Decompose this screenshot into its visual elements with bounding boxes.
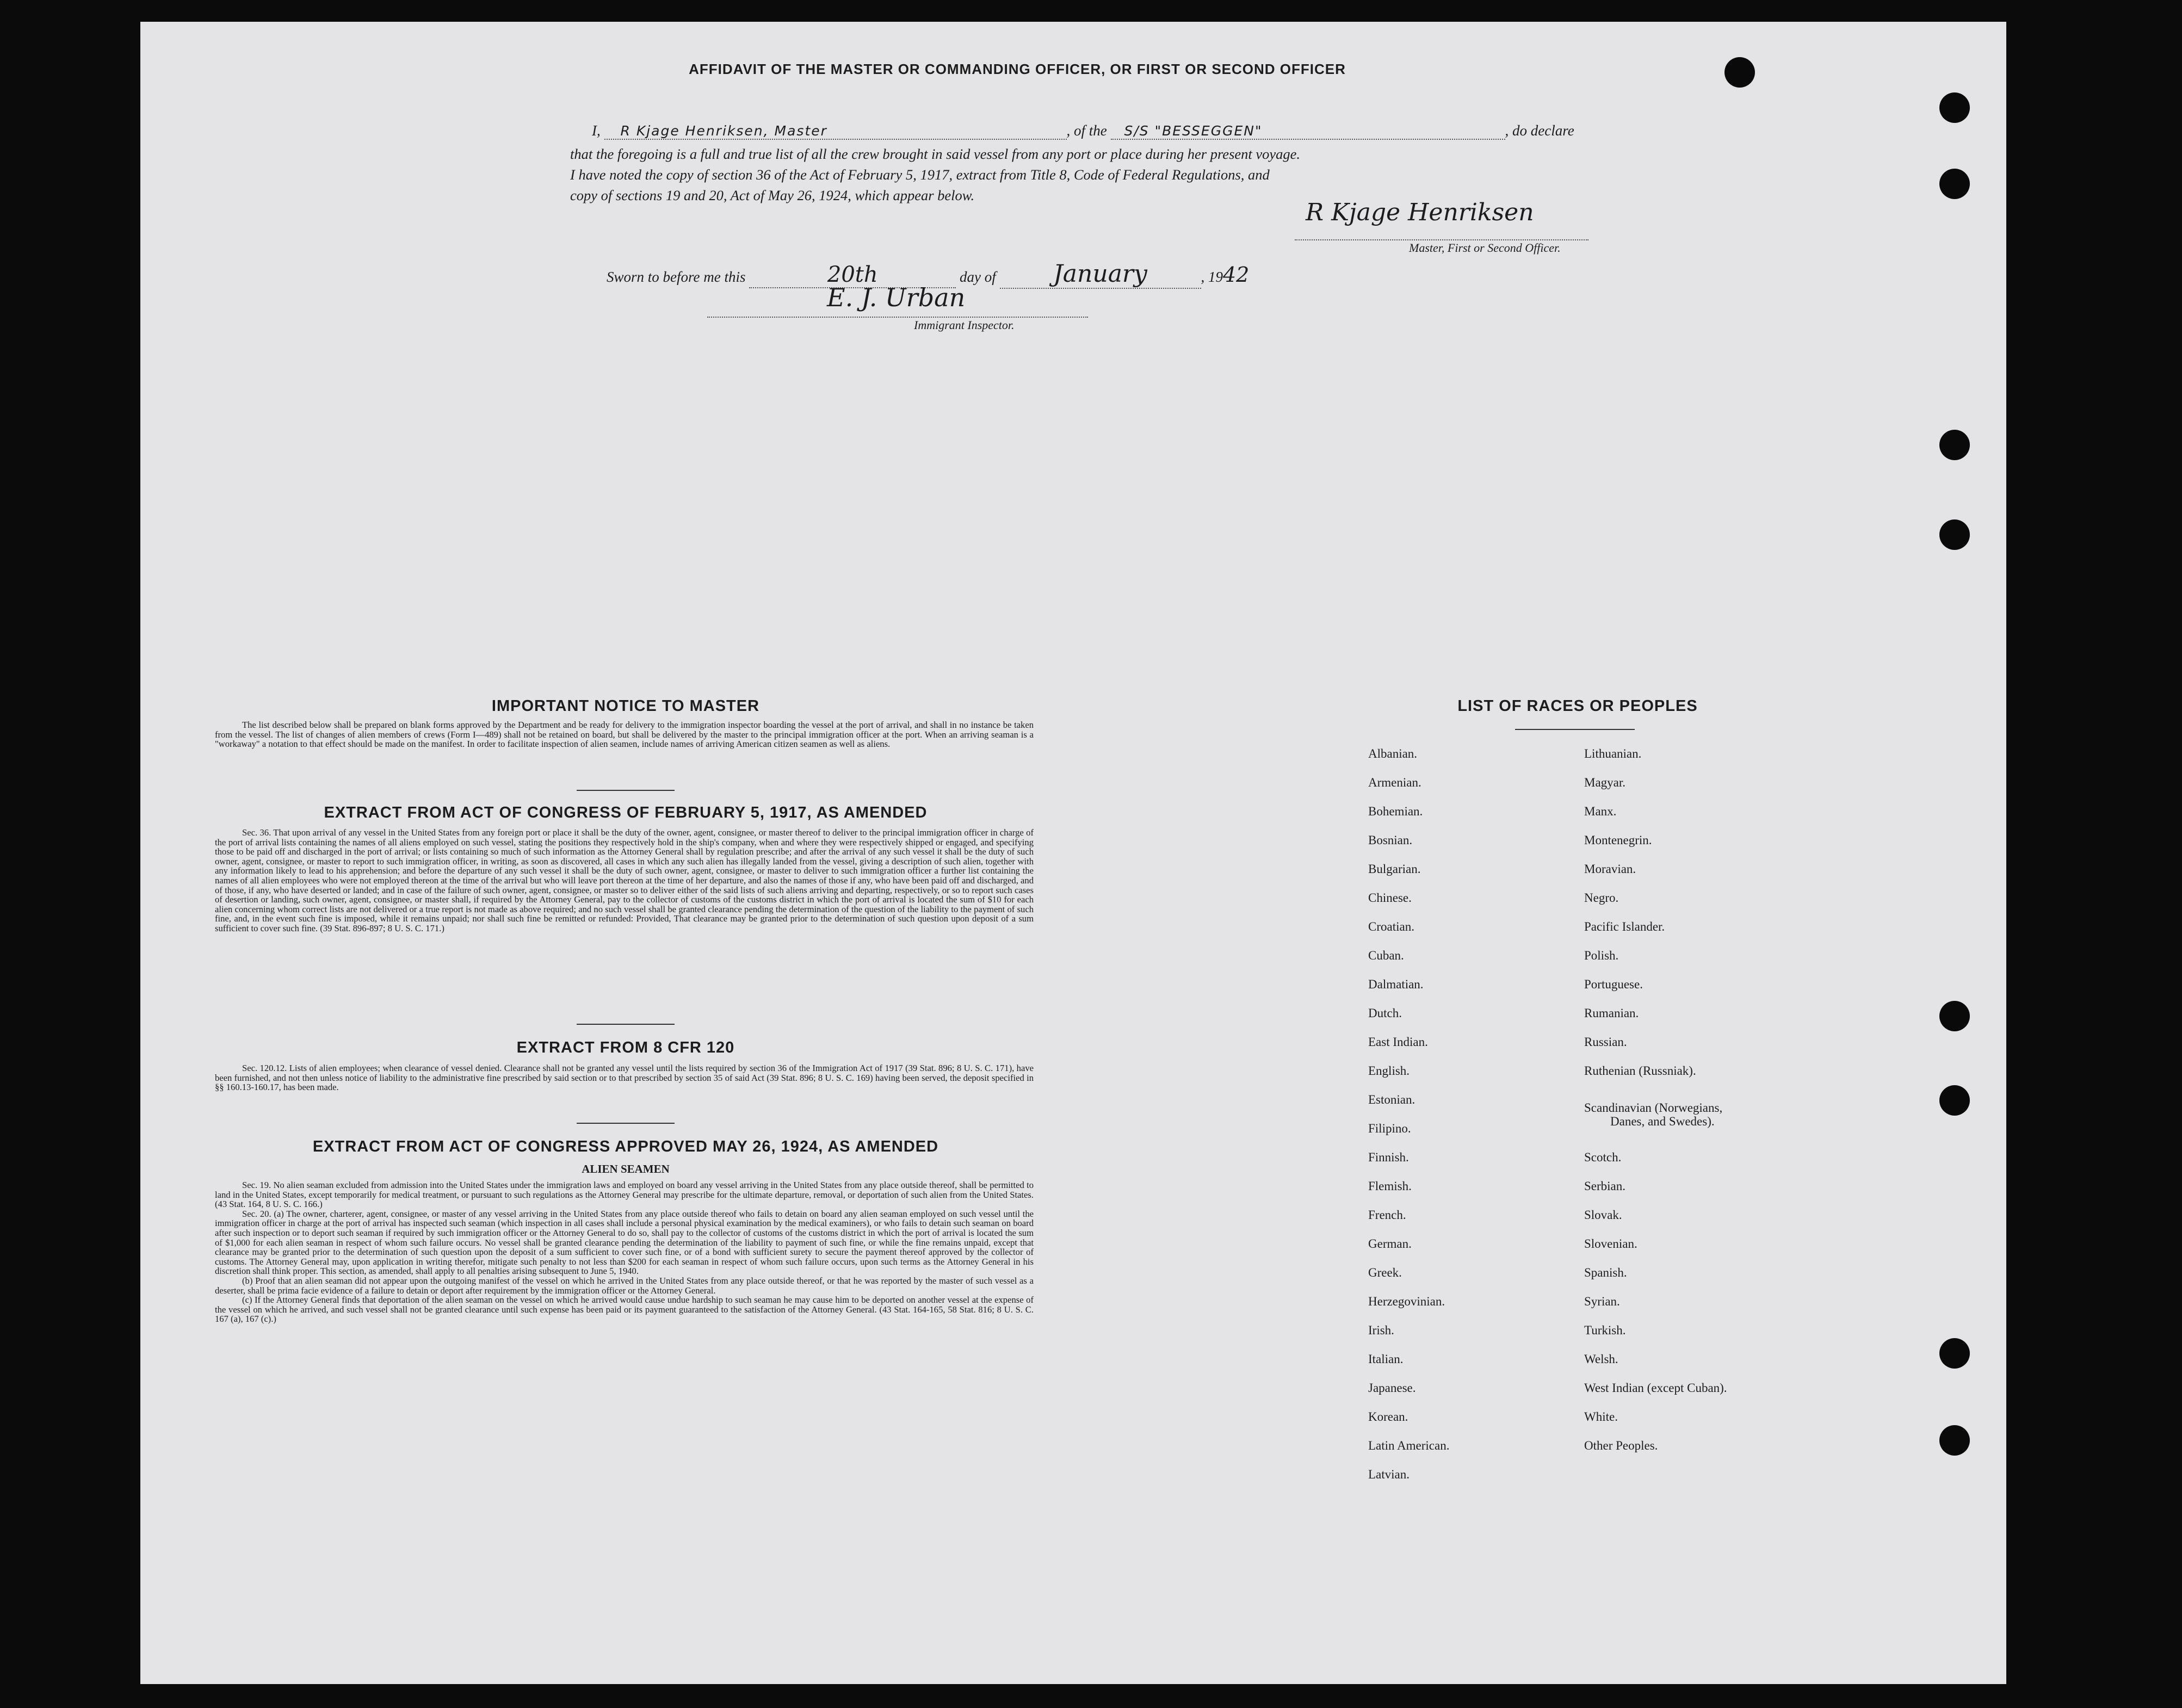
inspector-signature-line (707, 317, 1088, 318)
race-item: Flemish. (1368, 1179, 1412, 1193)
section-20a-paragraph: Sec. 20. (a) The owner, charterer, agent, consignee, or master of any vessel arriving in the United States from any place outside thereof who fails to detain on board any alien seaman employed on such vessel until the immigration officer in charge at the port of arrival has inspected such seaman (which inspection in all cases shall include a personal physical examination by the medical examiners), or who fails to detain such seaman on board after such inspection or to deport such seaman if required by such immigration officer or the Attorney General to do so, shall pay to the collector of customs of the customs district in which the port of arrival is located the sum of $1,000 for each alien seaman in respect of whom such failure occurs. No vessel shall be granted clearance pending the determination of the liability to payment of such fine, or while the fine remains unpaid, except that clearance may be granted prior to the determination of such question upon the deposit of a sum sufficient to cover such fine, or of a bond with sufficient surety to secure the payment thereof approved by the collector of customs. The Attorney General may, upon application in writing therefor, mitigate such penalty to not less than $200 for each seaman in respect of whom such failure occurs, upon such terms as the Attorney General in his discretion shall think proper. This section, as amended, shall apply to all penalties arising subsequent to June 5, 1940. (215, 1208, 1034, 1277)
race-item: Other Peoples. (1584, 1439, 1658, 1452)
race-item: Rumanian. (1584, 1006, 1639, 1020)
extract-cfr-title: EXTRACT FROM 8 CFR 120 (516, 1039, 735, 1056)
race-item: Slovenian. (1584, 1237, 1637, 1251)
race-item: Japanese. (1368, 1381, 1416, 1395)
section-20b-paragraph: (b) Proof that an alien seaman did not appear upon the outgoing manifest of the vessel on which he arrived in the United States from any place outside thereof, or that he was reported by the master of such vessel as a deserter, shall be prima facie evidence of a failure to detain or deport after requirement by the immigration officer or the Attorney General. (215, 1275, 1034, 1296)
punch-hole (1939, 430, 1970, 460)
notice-body (215, 720, 1034, 749)
vessel-name: S/S "BESSEGGEN" (1111, 123, 1505, 140)
race-item: French. (1368, 1208, 1406, 1222)
race-item: Portuguese. (1584, 977, 1643, 991)
punch-hole (1939, 519, 1970, 550)
declare-text: , do declare (1505, 122, 1574, 139)
race-item: Slovak. (1584, 1208, 1622, 1222)
sworn-day: 20th (749, 262, 956, 288)
race-item: Manx. (1584, 805, 1617, 818)
race-item: Bosnian. (1368, 833, 1413, 847)
affidavit-line1 (592, 122, 1574, 140)
section-120-paragraph: Sec. 120.12. Lists of alien employees; when clearance of vessel denied. Clearance shall not be granted any vessel until the lists required by section 36 of the Immigration Act of 1917 (39 Stat. 896; 8 U. S. C. 171), have been furnished, and not then unless notice of liability to the administrative fine prescribed by said section or to that prescribed by section 35 of said Act (39 Stat. 896; 8 U. S. C. 169) having been served, the deposit specified in §§ 160.13-160.17, has been made. (215, 1063, 1034, 1093)
punch-hole (1939, 1001, 1970, 1031)
punch-hole (1939, 1085, 1970, 1116)
race-item: Polish. (1584, 949, 1619, 962)
signature-line (1295, 239, 1588, 240)
race-item: Russian. (1584, 1035, 1627, 1049)
race-item: Serbian. (1584, 1179, 1626, 1193)
race-item: Turkish. (1584, 1323, 1626, 1337)
race-item: Greek. (1368, 1266, 1402, 1279)
section-20c-paragraph: (c) If the Attorney General finds that deportation of the alien seaman on the vessel on which he arrived would cause undue hardship to such seaman he may cause him to be deported on another vessel at the expense of the vessel on which he arrived, and such vessel shall not be granted clearance until such expense has been paid or its payment guaranteed to the satisfaction of the Attorney General. (43 Stat. 164-165, 58 Stat. 816; 8 U. S. C. 167 (a), 167 (c).) (215, 1295, 1034, 1325)
affidavit-line2: that the foregoing is a full and true list of all the crew brought in said vessel from any port or place during her present voyage. (570, 146, 1301, 162)
race-item: Dutch. (1368, 1006, 1402, 1020)
race-item: Montenegrin. (1584, 833, 1652, 847)
affidavit-line4: copy of sections 19 and 20, Act of May 26, 1924, which appear below. (570, 187, 975, 203)
races-divider (1515, 729, 1635, 730)
affidavit-prefix: I, (592, 122, 601, 139)
race-item: Finnish. (1368, 1150, 1409, 1164)
punch-hole (1939, 92, 1970, 123)
inspector-caption: Immigrant Inspector. (914, 318, 1015, 332)
race-item: Scotch. (1584, 1150, 1622, 1164)
race-item: Ruthenian (Russniak). (1584, 1064, 1696, 1078)
notice-paragraph: The list described below shall be prepared on blank forms approved by the Department and be ready for delivery to the immigration inspector boarding the vessel at the port of arrival, and shall in no instance be taken from the vessel. The list of changes of alien members of crews (Form I—489) shall not be retained on board, but shall be delivered by the master to the principal immigration officer at the port. When an arriving seaman is a "workaway" a notation to that effect should be made on the manifest. In order to facilitate inspection of alien seamen, include names of arriving American citizen seamen as well as aliens. (215, 720, 1034, 750)
punch-hole (1939, 1425, 1970, 1456)
race-item: Latvian. (1368, 1468, 1410, 1481)
punch-hole (1939, 169, 1970, 199)
master-signature: R Kjage Henriksen (1306, 199, 1534, 226)
race-item: Croatian. (1368, 920, 1414, 933)
extract-1917-title: EXTRACT FROM ACT OF CONGRESS OF FEBRUARY 5, 1917, AS AMENDED (324, 804, 928, 821)
sworn-month: January (1000, 260, 1201, 289)
race-item: Bohemian. (1368, 805, 1423, 818)
sworn-year: 42 (1223, 263, 1250, 287)
divider (577, 790, 675, 791)
race-item: Estonian. (1368, 1093, 1415, 1106)
year-prefix: , 19 (1201, 269, 1223, 285)
race-item: Latin American. (1368, 1439, 1450, 1452)
race-item: Welsh. (1584, 1352, 1618, 1366)
race-item: Albanian. (1368, 747, 1418, 760)
race-item: Filipino. (1368, 1122, 1411, 1135)
race-item: German. (1368, 1237, 1412, 1251)
race-item: East Indian. (1368, 1035, 1428, 1049)
extract-1924-title: EXTRACT FROM ACT OF CONGRESS APPROVED MAY 26, 1924, AS AMENDED (312, 1138, 939, 1155)
race-item: Bulgarian. (1368, 862, 1421, 876)
race-item: Italian. (1368, 1352, 1404, 1366)
section-19-paragraph: Sec. 19. No alien seaman excluded from admission into the United States under the immigration laws and employed on board any vessel arriving in the United States from any place outside thereof, shall be permitted to land in the United States, except temporarily for medical treatment, or pursuant to such regulations as the Attorney General may prescribe for the ultimate departure, removal, or deportation of such alien from the United States. (43 Stat. 164, 8 U. S. C. 166.) (215, 1180, 1034, 1210)
punch-hole (1724, 57, 1755, 88)
signature-caption: Master, First or Second Officer. (1409, 241, 1561, 255)
race-item: Herzegovinian. (1368, 1295, 1445, 1308)
race-item: West Indian (except Cuban). (1584, 1381, 1727, 1395)
affidavit-header: AFFIDAVIT OF THE MASTER OR COMMANDING OFFICER, OR FIRST OR SECOND OFFICER (689, 61, 1346, 77)
race-item: Danes, and Swedes). (1610, 1115, 1715, 1128)
of-the-text: , of the (1066, 122, 1107, 139)
inspector-signature: E. J. Urban (827, 283, 966, 312)
extract-1924-body (215, 1180, 1034, 1324)
punch-hole (1939, 1338, 1970, 1369)
notice-title: IMPORTANT NOTICE TO MASTER (491, 697, 760, 715)
alien-seamen-subtitle: ALIEN SEAMEN (582, 1162, 670, 1175)
race-item: Pacific Islander. (1584, 920, 1665, 933)
race-item: Moravian. (1584, 862, 1636, 876)
divider (577, 1024, 675, 1025)
race-item: Syrian. (1584, 1295, 1620, 1308)
sworn-prefix: Sworn to before me this (607, 269, 746, 285)
race-item: Irish. (1368, 1323, 1394, 1337)
extract-cfr-body (215, 1063, 1034, 1092)
races-title: LIST OF RACES OR PEOPLES (1457, 697, 1698, 715)
race-item: White. (1584, 1410, 1618, 1424)
race-item: Spanish. (1584, 1266, 1627, 1279)
race-item: Armenian. (1368, 776, 1421, 789)
race-item: English. (1368, 1064, 1410, 1078)
race-item: Magyar. (1584, 776, 1626, 789)
race-item: Lithuanian. (1584, 747, 1642, 760)
day-of-text: day of (960, 269, 996, 285)
affidavit-line3: I have noted the copy of section 36 of the Act of February 5, 1917, extract from Title 8, Code of Federal Regulations, and (570, 166, 1270, 183)
race-item: Scandinavian (Norwegians, (1584, 1101, 1723, 1115)
race-item: Negro. (1584, 891, 1619, 905)
race-item: Korean. (1368, 1410, 1408, 1424)
extract-1917-body (215, 828, 1034, 933)
section-36-paragraph: Sec. 36. That upon arrival of any vessel in the United States from any foreign port or place it shall be the duty of the owner, agent, consignee, or master thereof to deliver to the principal immigration officer in charge of the port of arrival lists containing the names of all aliens employed on such vessel, stating the positions they respectively hold in the ship's company, when and where they were respectively shipped or engaged, and specifying those to be paid off and discharged in the port of arrival; or lists containing so much of such information as the Attorney General shall by regulation prescribe; and after the arrival of any such vessel it shall be the duty of such owner, agent, consignee, or master to report to such immigration officer, in writing, as soon as discovered, all cases in which any such alien has illegally landed from the vessel, giving a description of such alien, together with any information likely to lead to his apprehension; and before the departure of any such vessel it shall be the duty of such owner, agent, consignee, or master to deliver to such immigration officer a further list containing the names of all alien employees who were not employed thereon at the time of the arrival but who will leave port thereon at the time of her departure, and also the names of those if any, who have been paid off and discharged, and of those, if any, who have deserted or landed; and in case of the failure of such owner, agent, consignee, or master so to deliver either of the said lists of such aliens arriving and departing, respectively, or so to report such cases of desertion or landing, such owner, agent, consignee, or master shall, if required by the Attorney General, pay to the collector of customs of the customs district in which the port of arrival is located the sum of $10 for each alien concerning whom correct lists are not delivered or a true report is not made as above required; and no such vessel shall be granted clearance pending the determination of the question of the liability to the payment of such fine, and, in the event such fine is imposed, while it remains unpaid; nor shall such fine be remitted or refunded: Provided, That clearance may be granted prior to the determination of such question upon deposit of a sum sufficient to cover such fine. (39 Stat. 896-897; 8 U. S. C. 171.) (215, 827, 1034, 933)
race-item: Dalmatian. (1368, 977, 1424, 991)
master-name: R Kjage Henriksen, Master (604, 123, 1067, 140)
race-item: Cuban. (1368, 949, 1404, 962)
race-item: Chinese. (1368, 891, 1412, 905)
divider (577, 1123, 675, 1124)
